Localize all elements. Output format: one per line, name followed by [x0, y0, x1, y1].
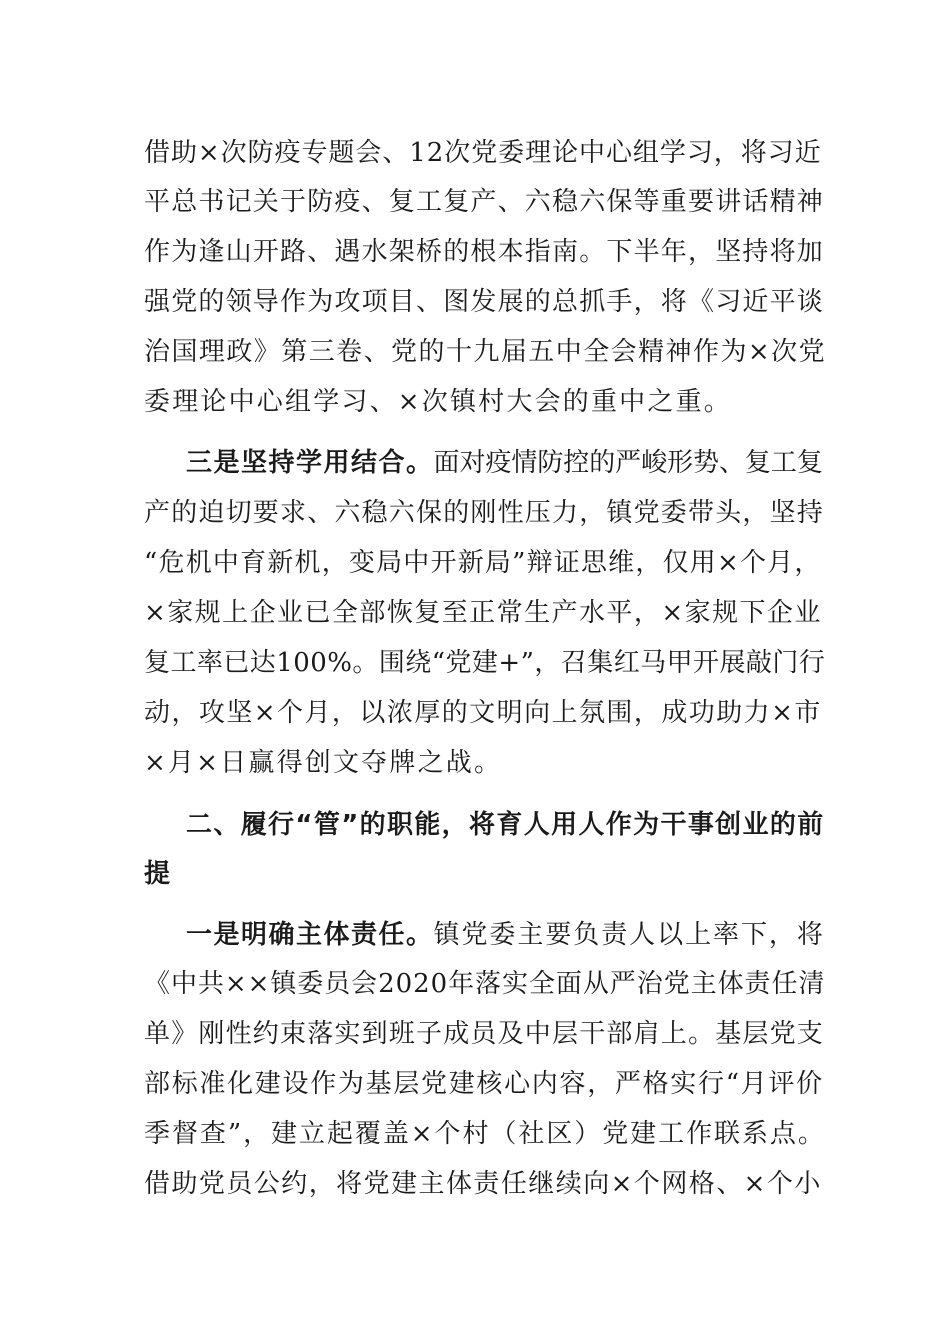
text-line: 借助党员公约，将党建主体责任继续向×个网格、×个小: [144, 1169, 822, 1199]
text-line: 动，攻坚×个月，以浓厚的文明向上氛围，成功助力×市: [144, 698, 822, 728]
text-line: [186, 446, 826, 480]
heading-line: 二、履行“管”的职能，将育人用人作为干事创业的前: [186, 810, 825, 840]
text-run: 面对疫情防控的严峻形势、复工复: [433, 448, 823, 478]
text-line: 委理论中心组学习、×次镇村大会的重中之重。: [144, 387, 732, 417]
text-line: 作为逢山开路、遇水架桥的根本指南。下半年，坚持将加: [144, 237, 825, 267]
text-line: “危机中育新机，变局中开新局”辩证思维，仅用×个月，: [144, 548, 822, 578]
text-line: 季督查”，建立起覆盖×个村（社区）党建工作联系点。: [144, 1119, 826, 1149]
text-line: ×家规上企业已全部恢复至正常生产水平，×家规下企业: [144, 598, 822, 628]
text-line: 借助×次防疫专题会、12次党委理论中心组学习，将习近: [144, 138, 822, 168]
text-line: 治国理政》第三卷、党的十九届五中全会精神作为×次党: [144, 337, 827, 367]
text-line: 强党的领导作为攻项目、图发展的总抓手，将《习近平谈: [144, 287, 825, 317]
text-line: 部标准化建设作为基层党建核心内容，严格实行“月评价: [144, 1069, 824, 1099]
paragraph-lead: 一是明确主体责任。: [186, 920, 434, 950]
text-line: 复工率已达100%。围绕“党建+”，召集红马甲开展敲门行: [144, 648, 826, 678]
heading-line: 提: [144, 859, 172, 889]
paragraph-lead: 三是坚持学用结合。: [186, 448, 434, 478]
text-line: [186, 918, 826, 952]
text-line: 平总书记关于防疫、复工复产、六稳六保等重要讲话精神: [144, 187, 825, 217]
text-line: 产的迫切要求、六稳六保的刚性压力，镇党委带头，坚持: [144, 498, 825, 528]
text-run: 镇党委主要负责人以上率下，将: [433, 920, 825, 950]
text-line: 单》刚性约束落实到班子成员及中层干部肩上。基层党支: [144, 1019, 825, 1049]
text-line: ×月×日赢得创文夺牌之战。: [144, 748, 503, 778]
text-line: 《中共××镇委员会2020年落实全面从严治党主体责任清: [144, 969, 826, 999]
